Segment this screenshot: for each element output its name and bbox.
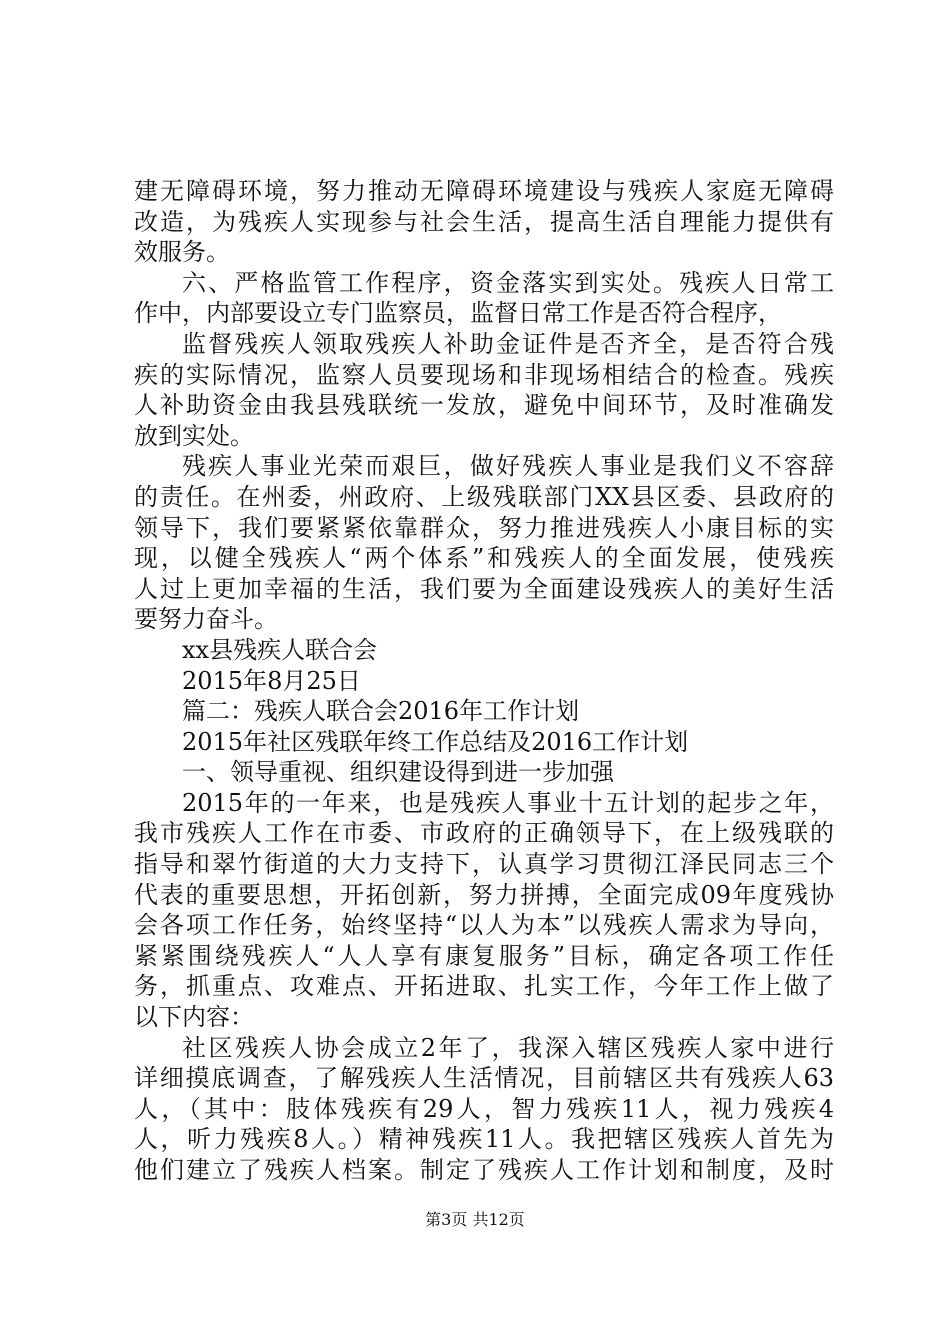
body-text (134, 176, 834, 1186)
text-line: 人补助资金由我县残联统一发放，避免中间环节，及时准确发 (134, 391, 834, 420)
text-line: 建无障碍环境，努力推动无障碍环境建设与残疾人家庭无障碍 (134, 177, 834, 205)
text-line: 人过上更加幸福的生活，我们要为全面建设残疾人的美好生活 (134, 574, 834, 603)
section-subtitle: 2015年社区残联年终工作总结及2016工作计划 (182, 727, 689, 756)
text-line: 会各项工作任务，始终坚持“以人为本”以残疾人需求为导向， (134, 911, 834, 940)
text-line: 领导下，我们要紧紧依靠群众，努力推进残疾人小康目标的实 (134, 513, 834, 542)
paragraph-start-line: 监督残疾人领取残疾人补助金证件是否齐全，是否符合残 (182, 329, 834, 358)
text-line: 放到实处。 (134, 421, 254, 450)
text-line: 详细摸底调查，了解残疾人生活情况，目前辖区共有残疾人63 (134, 1064, 834, 1093)
text-line: 作中，内部要设立专门监察员，监督日常工作是否符合程序， (134, 299, 782, 328)
text-line: 以下内容： (134, 1003, 254, 1032)
text-line: 他们建立了残疾人档案。制定了残疾人工作计划和制度，及时 (134, 1156, 834, 1184)
text-line: 现，以健全残疾人“两个体系”和残疾人的全面发展，使残疾 (134, 544, 834, 573)
text-line: 人，听力残疾8人。）精神残疾11人。我把辖区残疾人首先为 (134, 1125, 834, 1154)
text-line: 改造，为残疾人实现参与社会生活，提高生活自理能力提供有 (134, 207, 834, 236)
text-line: 指导和翠竹街道的大力支持下，认真学习贯彻江泽民同志三个 (134, 850, 834, 879)
text-line: 紧紧围绕残疾人“人人享有康复服务”目标，确定各项工作任 (134, 941, 834, 970)
organization-name: xx县残疾人联合会 (182, 635, 378, 664)
text-line: 人，（其中：肢体残疾有29人，智力残疾11人，视力残疾4 (134, 1094, 834, 1123)
text-line: 效服务。 (134, 238, 230, 267)
page-footer: 第3页 共12页 (425, 1210, 525, 1229)
text-line: 务，抓重点、攻难点、开拓进取、扎实工作，今年工作上做了 (134, 972, 834, 1001)
text-line: 我市残疾人工作在市委、市政府的正确领导下，在上级残联的 (134, 819, 834, 848)
text-line: 疾的实际情况，监察人员要现场和非现场相结合的检查。残疾 (134, 360, 834, 389)
paragraph-start-line: 社区残疾人协会成立2年了，我深入辖区残疾人家中进行 (182, 1033, 834, 1062)
section-heading: 篇二：残疾人联合会2016年工作计划 (182, 697, 580, 726)
document-date: 2015年8月25日 (182, 666, 361, 695)
paragraph-start-line: 残疾人事业光荣而艰巨，做好残疾人事业是我们义不容辞 (182, 452, 834, 481)
text-line: 的责任。在州委，州政府、上级残联部门XX县区委、县政府的 (134, 482, 834, 511)
subsection-heading: 一、领导重视、组织建设得到进一步加强 (182, 758, 614, 787)
paragraph-start-line: 2015年的一年来，也是残疾人事业十五计划的起步之年， (182, 788, 834, 817)
text-line: 代表的重要思想，开拓创新，努力拼搏，全面完成09年度残协 (134, 880, 834, 909)
paragraph-start-line: 六、严格监管工作程序，资金落实到实处。残疾人日常工 (182, 268, 834, 297)
text-line: 要努力奋斗。 (134, 605, 278, 634)
